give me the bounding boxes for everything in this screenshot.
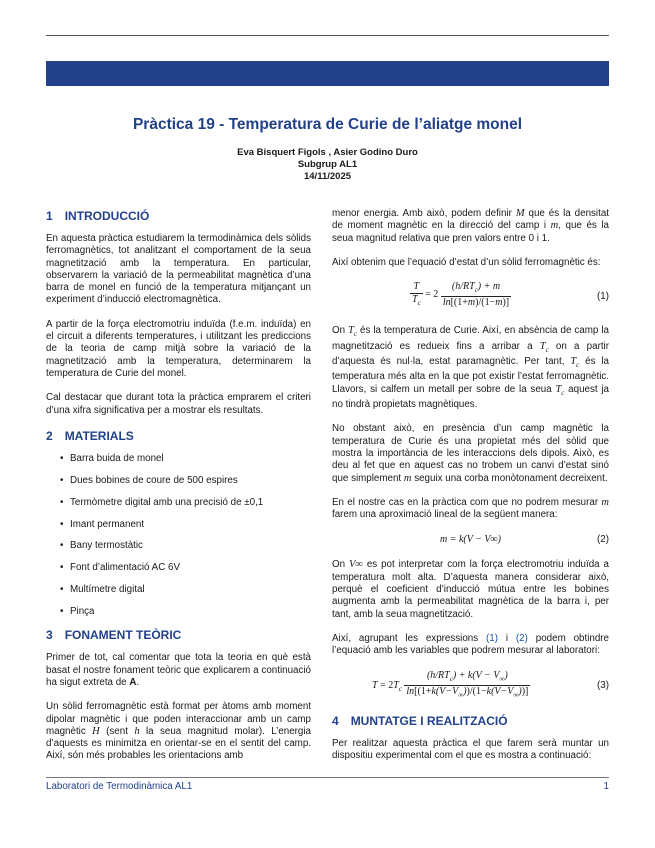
list-item: • Barra buida de monel xyxy=(60,453,311,465)
paragraph: A partir de la força electromotriu induïda (f.e.m. induïda) en el circuit a diferents temperatures, i utilitzant les prediccions de la teoria de camp mitjà sobre la variació de la magnetització amb la temperatura, determinarem la temperatura de Curie del monel. xyxy=(46,318,311,379)
list-item: • Dues bobines de coure de 500 espires xyxy=(60,475,311,487)
section-heading-introduccio: 1 INTRODUCCIÓ xyxy=(46,209,150,223)
right-column xyxy=(332,208,609,774)
paragraph: No obstant això, en presència d’un camp magnètic la temperatura de Curie és una propietat més del sòlid que mostra la importància de les interaccions dels dipols. Això, es deu al fet que en aquest cas no trobem un canvi d’estat sinó que simplement m seguix una corba monòtonament decreixent. xyxy=(332,423,609,484)
list-item: • Pinça xyxy=(60,606,311,618)
equation-3: $T = 2T_c$ $\frac{(h/RT_c) + k(V - V_\infty)}{\ln[(1+k(V-V_\infty))/(1-k(V-V_\infty))]}$ (3) xyxy=(372,669,609,699)
header-banner xyxy=(46,61,609,86)
section-heading-fonament: 3 FONAMENT TEÒRIC xyxy=(46,628,182,643)
equation-ref-1: (1) xyxy=(486,632,498,644)
paragraph-continued: menor energia. Amb això, podem definir M que és la densitat de moment magnètic en la direcció del camp i m, que és la seua magnitud relativa que pren valors entre 0 i 1. xyxy=(332,208,609,244)
paragraph: Així obtenim que l’equació d’estat d’un sòlid ferromagnètic és: xyxy=(332,256,601,268)
paragraph: Primer de tot, cal comentar que tota la teoria en què està basat el nostre fonament teòric que explicarem a continuació ha sigut extreta de A. xyxy=(46,652,311,688)
page-number: 1 xyxy=(603,781,609,792)
materials-list xyxy=(46,453,311,619)
list-item: • Bany termostàtic xyxy=(60,540,311,552)
paragraph: Cal destacar que durant tota la pràctica emprarem el criteri d’una xifra significativa per a mostrar els resultats. xyxy=(46,392,311,416)
equation-1: $\frac{T}{T_c}$ = 2 $\frac{(h/RT_c) + m}{\ln[(1+m)/(1-m)]}$ (1) xyxy=(412,281,609,309)
subgroup: Subgrup AL1 xyxy=(297,159,358,170)
list-item: • Termòmetre digital amb una precisió de ±0,1 xyxy=(60,497,311,509)
section-heading-muntatge: 4 MUNTATGE I REALITZACIÓ xyxy=(332,713,508,728)
paragraph: On $T_c$ és la temperatura de Curie. Així, en absència de camp la magnetització es redueix fins a arribar a $T_c$ on a partir d’aquesta és nul·la, estat paramagnètic. Per tant, $T_c$ és la temperatura més alta en la que pot existir l’estat ferromagnètic. Llavors, si calfem un metall per sobre de la seua $T_c$ aquest ja no tindrà propietats magnètiques. xyxy=(332,325,609,411)
equation-number: (3) xyxy=(597,679,609,691)
section-heading-materials: 2 MATERIALS xyxy=(46,428,134,443)
reference-a: A xyxy=(129,676,137,688)
footer-rule xyxy=(46,777,609,778)
authors: Eva Bisquert Figols , Asier Godino Duro xyxy=(237,147,418,158)
page-title: Pràctica 19 - Temperatura de Curie de l’aliatge monel xyxy=(132,116,523,133)
list-item: • Font d’alimentació AC 6V xyxy=(60,562,311,574)
equation-number: (1) xyxy=(597,291,609,303)
paragraph: Un sòlid ferromagnètic està format per àtoms amb moment dipolar magnètic i que poden interaccionar amb un camp magnètic H (sent h la seua magnitud molar). L’energia d’aquests es minimitza en orientar-se en el sentit del camp. Així, són més probables les orientacions amb xyxy=(46,701,311,762)
header-rule xyxy=(46,35,609,36)
paragraph: On V∞ es pot interpretar com la força electromotriu induïda a temperatura molt alta. D’aquesta manera considerar això, perquè el coeficient d’inducció mútua entre les bobines augmenta amb la permeabilitat magnètica de la barra i, per tant, amb la seua magnetització. xyxy=(332,559,609,620)
list-item: • Multímetre digital xyxy=(60,584,311,596)
paragraph: Per realitzar aquesta pràctica el que farem serà muntar un dispositiu experimental com el que es mostra a continuació: xyxy=(332,737,609,761)
equation-ref-2: (2) xyxy=(515,632,528,644)
list-item: • Imant permanent xyxy=(60,519,311,531)
footer-title: Laboratori de Termodinàmica AL1 xyxy=(46,781,193,792)
equation-number: (2) xyxy=(597,534,609,546)
paragraph: Així, agrupant les expressions (1) i (2) podem obtindre l’equació amb les variables que podrem mesurar al laboratori: xyxy=(332,632,610,657)
date: 14/11/2025 xyxy=(303,171,352,182)
paragraph: En el nostre cas en la pràctica com que no podrem mesurar m farem una aproximació lineal de la següent manera: xyxy=(332,496,609,521)
paragraph: En aquesta pràctica estudiarem la termodinàmica dels sòlids ferromagnètics, tot analitzant el comportament de la seua magnetització amb la temperatura. En particular, observarem la variació de la permeabilitat magnètica d’una barra de monel en funció de la temperatura mitjançant un experiment d’inducció electromagnètica. xyxy=(46,233,311,306)
left-column xyxy=(46,209,311,775)
equation-2: m = k(V − V∞) (2) xyxy=(440,534,609,546)
